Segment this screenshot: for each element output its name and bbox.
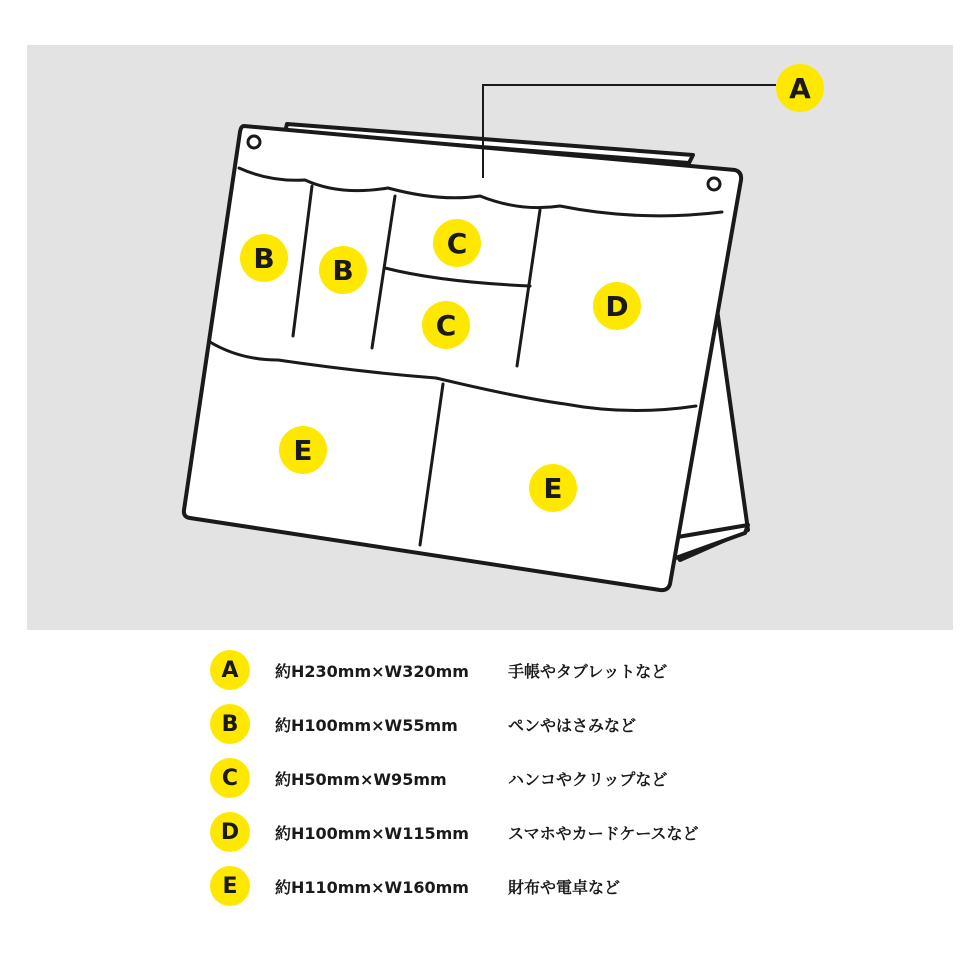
legend-badge-c: C bbox=[210, 758, 250, 798]
legend-size-b: 約H100mm×W55mm bbox=[275, 716, 458, 735]
legend-row-d bbox=[210, 812, 830, 852]
legend-use-e: 財布や電卓など bbox=[508, 878, 621, 897]
legend-use-d: スマホやカードケースなど bbox=[508, 824, 699, 843]
legend-row-e bbox=[210, 866, 830, 906]
badge-b-right-letter: B bbox=[332, 254, 354, 287]
legend-size-e: 約H110mm×W160mm bbox=[275, 878, 469, 897]
badge-d bbox=[593, 282, 641, 330]
badge-b-left bbox=[240, 234, 288, 282]
legend-row-c bbox=[210, 758, 830, 798]
badge-e-left-letter: E bbox=[293, 434, 313, 467]
legend-use-b: ペンやはさみなど bbox=[508, 716, 637, 735]
badge-c-top bbox=[433, 219, 481, 267]
legend-size-a: 約H230mm×W320mm bbox=[275, 662, 469, 681]
badge-c-bottom bbox=[422, 301, 470, 349]
legend-badge-d: D bbox=[210, 812, 250, 852]
badge-b-right bbox=[319, 246, 367, 294]
badge-e-right bbox=[529, 464, 577, 512]
legend-badge-b: B bbox=[210, 704, 250, 744]
organizer-front-panel bbox=[184, 126, 741, 590]
badge-a bbox=[776, 64, 824, 112]
legend-size-d: 約H100mm×W115mm bbox=[275, 824, 469, 843]
legend-badge-a: A bbox=[210, 650, 250, 690]
legend-use-a: 手帳やタブレットなど bbox=[508, 662, 668, 681]
size-legend bbox=[0, 640, 980, 980]
legend-use-c: ハンコやクリップなど bbox=[508, 770, 668, 789]
badge-d-letter: D bbox=[605, 290, 629, 323]
badge-c-top-letter: C bbox=[446, 227, 468, 260]
legend-row-a bbox=[210, 650, 830, 690]
legend-size-c: 約H50mm×W95mm bbox=[275, 770, 447, 789]
badge-b-left-letter: B bbox=[253, 242, 275, 275]
badge-c-bottom-letter: C bbox=[435, 309, 457, 342]
legend-badge-e: E bbox=[210, 866, 250, 906]
badge-e-left bbox=[279, 426, 327, 474]
legend-row-b bbox=[210, 704, 830, 744]
badge-a-letter: A bbox=[789, 72, 811, 105]
badge-e-right-letter: E bbox=[543, 472, 563, 505]
